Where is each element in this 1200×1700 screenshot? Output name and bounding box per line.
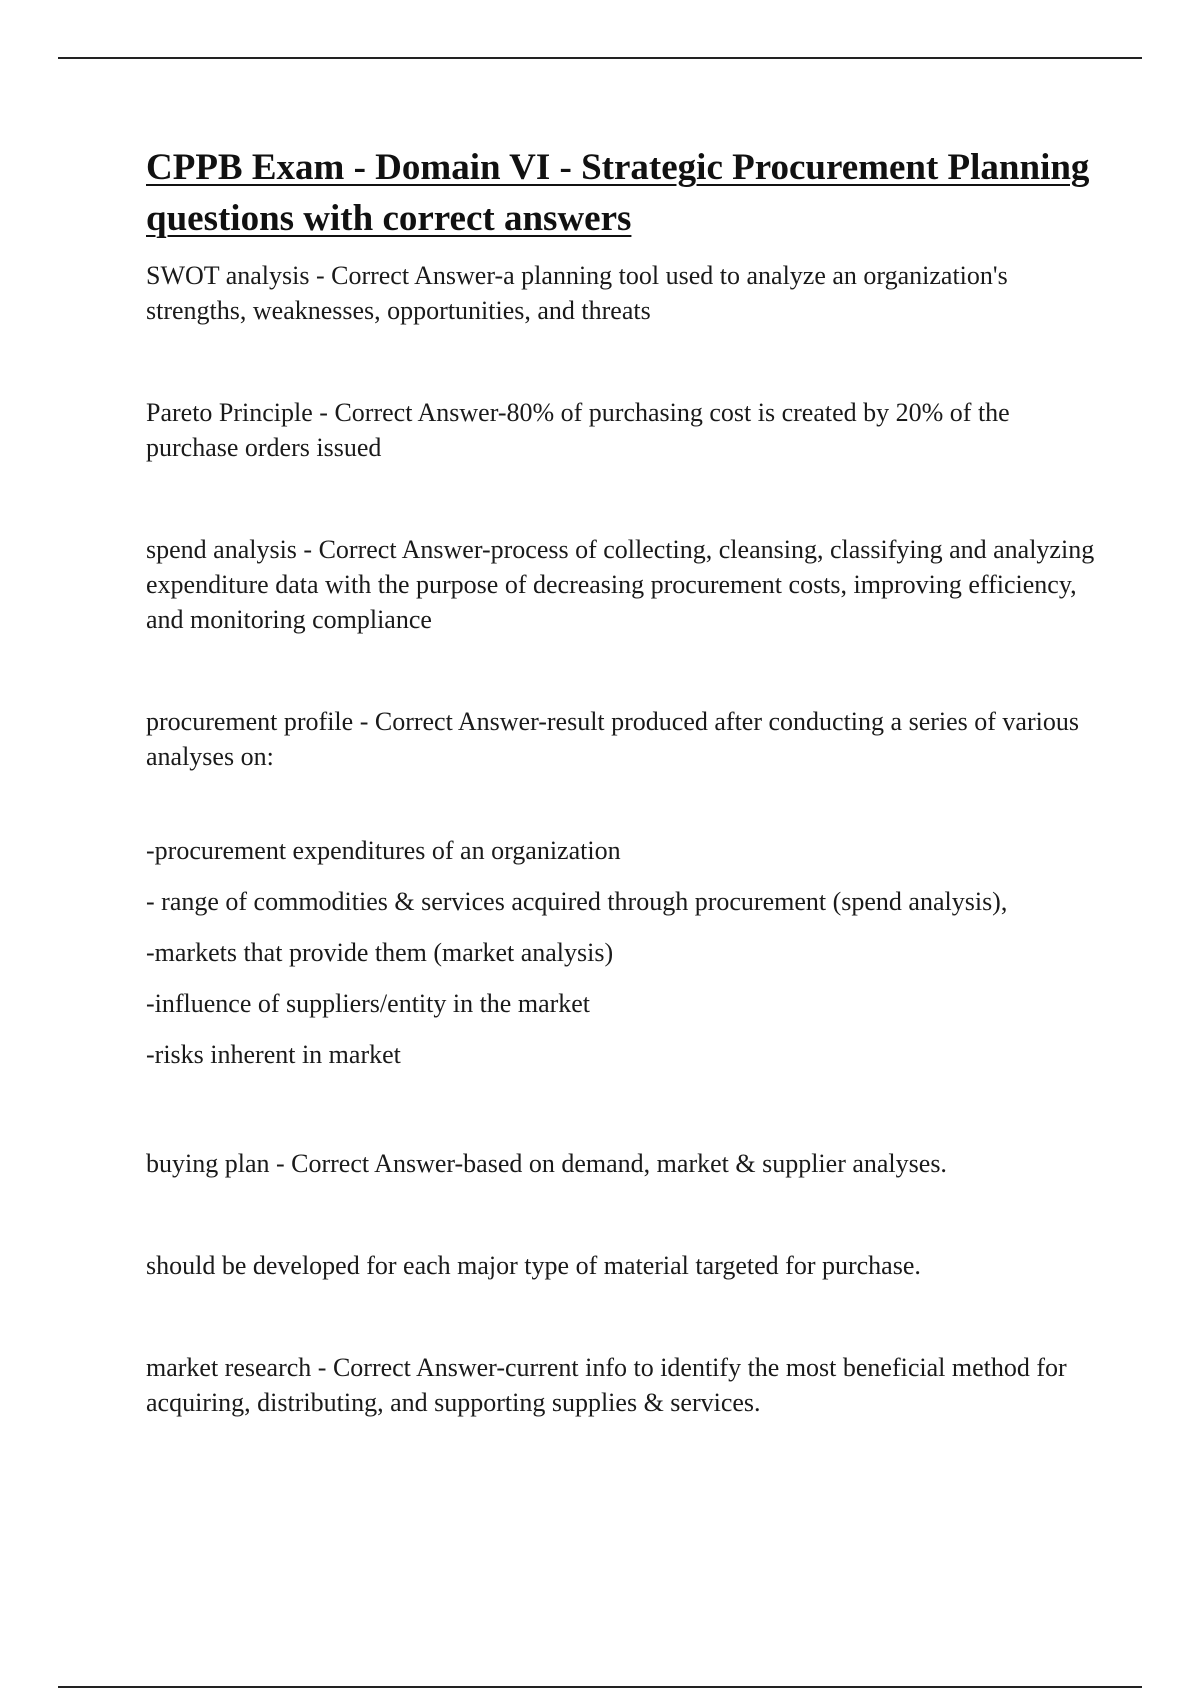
list-item: - range of commodities & services acquired through procurement (spend analysis),: [146, 887, 1008, 916]
entry-pareto-principle: Pareto Principle - Correct Answer-80% of purchasing cost is created by 20% of the purchase orders issued: [146, 398, 1010, 462]
entry-procurement-profile: procurement profile - Correct Answer-result produced after conducting a series of various analyses on:: [146, 707, 1079, 771]
list-item: -procurement expenditures of an organization: [146, 836, 621, 865]
bottom-rule: [58, 1686, 1142, 1688]
document-title: CPPB Exam - Domain VI - Strategic Procurement Planning questions with correct answers: [146, 147, 1090, 239]
top-rule: [58, 57, 1142, 59]
list-item: -markets that provide them (market analysis): [146, 938, 614, 967]
entry-spend-analysis: spend analysis - Correct Answer-process of collecting, cleansing, classifying and analyzing expenditure data with the purpose of decreasing procurement costs, improving efficiency, and monitoring compliance: [146, 535, 1095, 634]
document-body: [146, 142, 1106, 1420]
list-item: -influence of suppliers/entity in the market: [146, 989, 591, 1018]
list-item: -risks inherent in market: [146, 1040, 401, 1069]
entry-market-research: market research - Correct Answer-current info to identify the most beneficial method for acquiring, distributing, and supporting supplies & services.: [146, 1353, 1067, 1417]
entry-swot-analysis: SWOT analysis - Correct Answer-a planning tool used to analyze an organization's strengths, weaknesses, opportunities, and threats: [146, 261, 1008, 325]
entry-buying-plan: buying plan - Correct Answer-based on demand, market & supplier analyses.: [146, 1149, 947, 1178]
procurement-profile-list: [146, 825, 1106, 1080]
buying-plan-note: should be developed for each major type of material targeted for purchase.: [146, 1251, 921, 1280]
